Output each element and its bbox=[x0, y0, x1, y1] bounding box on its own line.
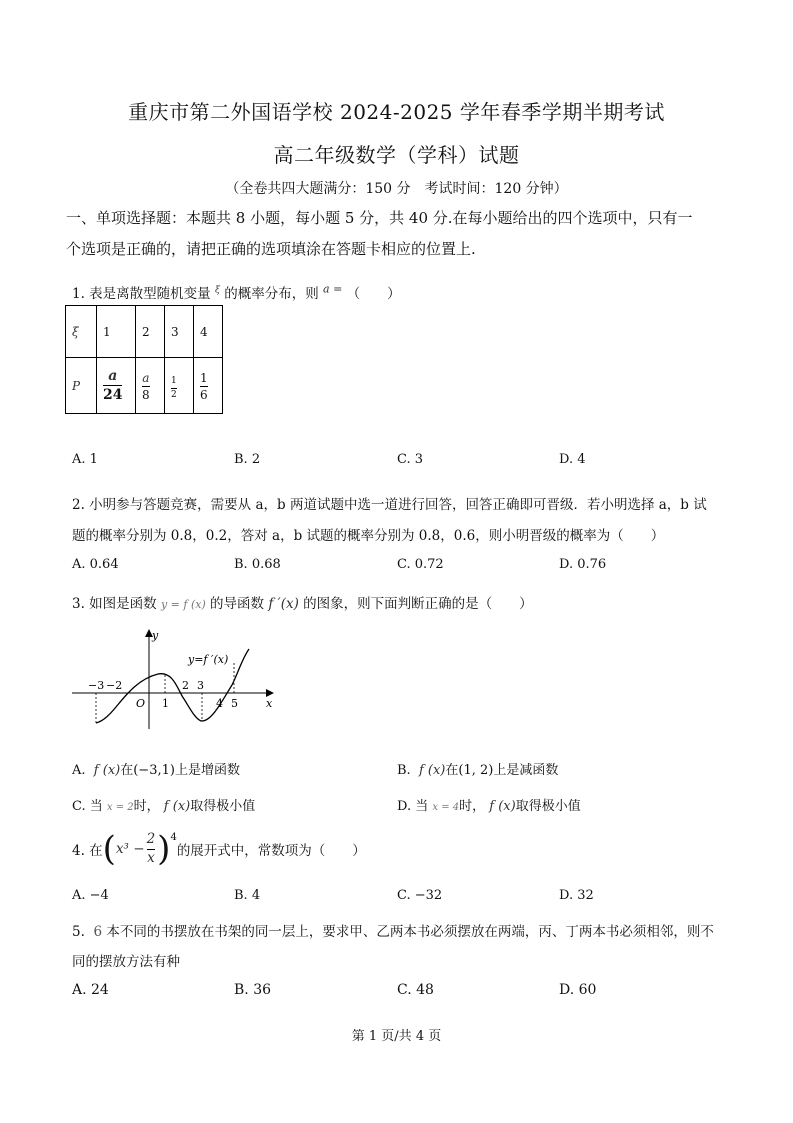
fraction-a-8: $\frac{a}{8}$ bbox=[142, 370, 150, 402]
probability-table bbox=[65, 305, 223, 414]
q5-option-a[interactable]: A. 24 bbox=[72, 982, 109, 998]
q2-option-b[interactable]: B. 0.68 bbox=[234, 557, 281, 572]
xi-symbol: ξ bbox=[214, 285, 220, 296]
q1-option-b[interactable]: B. 2 bbox=[234, 452, 261, 467]
q3-option-a[interactable]: A. f (x)在(−3,1)上是增函数 bbox=[72, 763, 240, 778]
tick-label: −2 bbox=[106, 679, 123, 692]
q5-option-d[interactable]: D. 60 bbox=[559, 982, 597, 998]
question-5-line-2: 同的摆放方法有种 bbox=[72, 954, 180, 970]
question-2-line-2: 题的概率分别为 0.8，0.2，答对 a，b 试题的概率分别为 0.8，0.6，则小明晋级的概率为（ ） bbox=[72, 528, 665, 544]
tick-label: 4 bbox=[216, 697, 223, 710]
question-3-stem: 3. 如图是函数 y = f (x) 的导函数 f ′(x) 的图象，则下面判断正确的是（ ） bbox=[72, 596, 533, 612]
section-instructions bbox=[66, 203, 731, 265]
exam-subtitle: 高二年级数学（学科）试题 bbox=[273, 143, 520, 167]
a-equals: a = bbox=[323, 282, 343, 296]
derivative-graph bbox=[66, 625, 281, 735]
y-axis-label: y bbox=[152, 629, 159, 642]
page-footer: 第 1 页/共 4 页 bbox=[351, 1029, 442, 1044]
q2-option-a[interactable]: A. 0.64 bbox=[72, 557, 119, 572]
fraction-a-24: $\frac{a}{24}$ bbox=[103, 368, 123, 403]
q4-option-a[interactable]: A. −4 bbox=[72, 888, 109, 903]
q3-option-b[interactable]: B. f (x)在(1, 2)上是减函数 bbox=[397, 763, 559, 778]
q1-option-d[interactable]: D. 4 bbox=[559, 452, 586, 467]
table-row: ξ 1 2 3 4 bbox=[66, 306, 223, 358]
table-row: P $\frac{a}{24}$ $\frac{a}{8}$ $\frac{1}{2}$ $\frac{1}{6}$ bbox=[66, 358, 223, 414]
fraction-1-2: $\frac{1}{2}$ bbox=[171, 375, 177, 400]
q3-option-d[interactable]: D. 当 x = 4时， f (x)取得极小值 bbox=[397, 799, 581, 814]
tick-label: 3 bbox=[197, 679, 204, 692]
tick-label: −3 bbox=[88, 679, 105, 692]
q1-option-a[interactable]: A. 1 bbox=[72, 452, 98, 467]
q4-option-b[interactable]: B. 4 bbox=[234, 888, 261, 903]
curve-label: y=f ′(x) bbox=[188, 653, 229, 666]
q4-option-d[interactable]: D. 32 bbox=[559, 888, 594, 903]
x-axis-label: x bbox=[266, 697, 273, 710]
q5-option-b[interactable]: B. 36 bbox=[234, 982, 272, 998]
tick-label: 1 bbox=[162, 697, 169, 710]
tick-label: 5 bbox=[231, 697, 238, 710]
q4-option-c[interactable]: C. −32 bbox=[397, 888, 443, 903]
exam-title: 重庆市第二外国语学校 2024-2025 学年春季学期半期考试 bbox=[128, 100, 665, 124]
section-line-2: 个选项是正确的，请把正确的选项填涂在答题卡相应的位置上. bbox=[66, 240, 476, 258]
q3-option-c[interactable]: C. 当 x = 2时， f (x)取得极小值 bbox=[72, 799, 256, 814]
section-line-1: 一、单项选择题：本题共 8 小题，每小题 5 分，共 40 分.在每小题给出的四个选项中，只有一 bbox=[66, 209, 693, 227]
tick-label: 2 bbox=[182, 679, 189, 692]
q5-option-c[interactable]: C. 48 bbox=[397, 982, 434, 998]
origin-label: O bbox=[136, 697, 146, 710]
question-5-line-1: 5. 6 本不同的书摆放在书架的同一层上，要求甲、乙两本书必须摆放在两端，丙、丁两本书必须相邻，则不 bbox=[72, 924, 714, 940]
exam-info: （全卷共四大题满分：150 分 考试时间：120 分钟） bbox=[225, 181, 568, 197]
exponent: 4 bbox=[170, 832, 177, 843]
question-1-stem: 1. 表是离散型随机变量 $^\xi$ 的概率分布，则 $^{a =}$ （ ） bbox=[72, 282, 401, 302]
q2-option-d[interactable]: D. 0.76 bbox=[559, 557, 607, 572]
question-4-stem: 4. 在 ( x³ − $\frac{2}{x}$ ) $^4$ 的展开式中，常数项为（ ） bbox=[72, 829, 366, 869]
q2-option-c[interactable]: C. 0.72 bbox=[397, 557, 444, 572]
question-2-line-1: 2. 小明参与答题竞赛，需要从 a，b 两道试题中选一道进行回答，回答正确即可晋级．若小明选择 a，b 试 bbox=[72, 497, 707, 513]
fraction-2-over-x: $\frac{2}{x}$ bbox=[146, 831, 156, 866]
q1-option-c[interactable]: C. 3 bbox=[397, 452, 424, 467]
fraction-1-6: $\frac{1}{6}$ bbox=[200, 370, 208, 402]
